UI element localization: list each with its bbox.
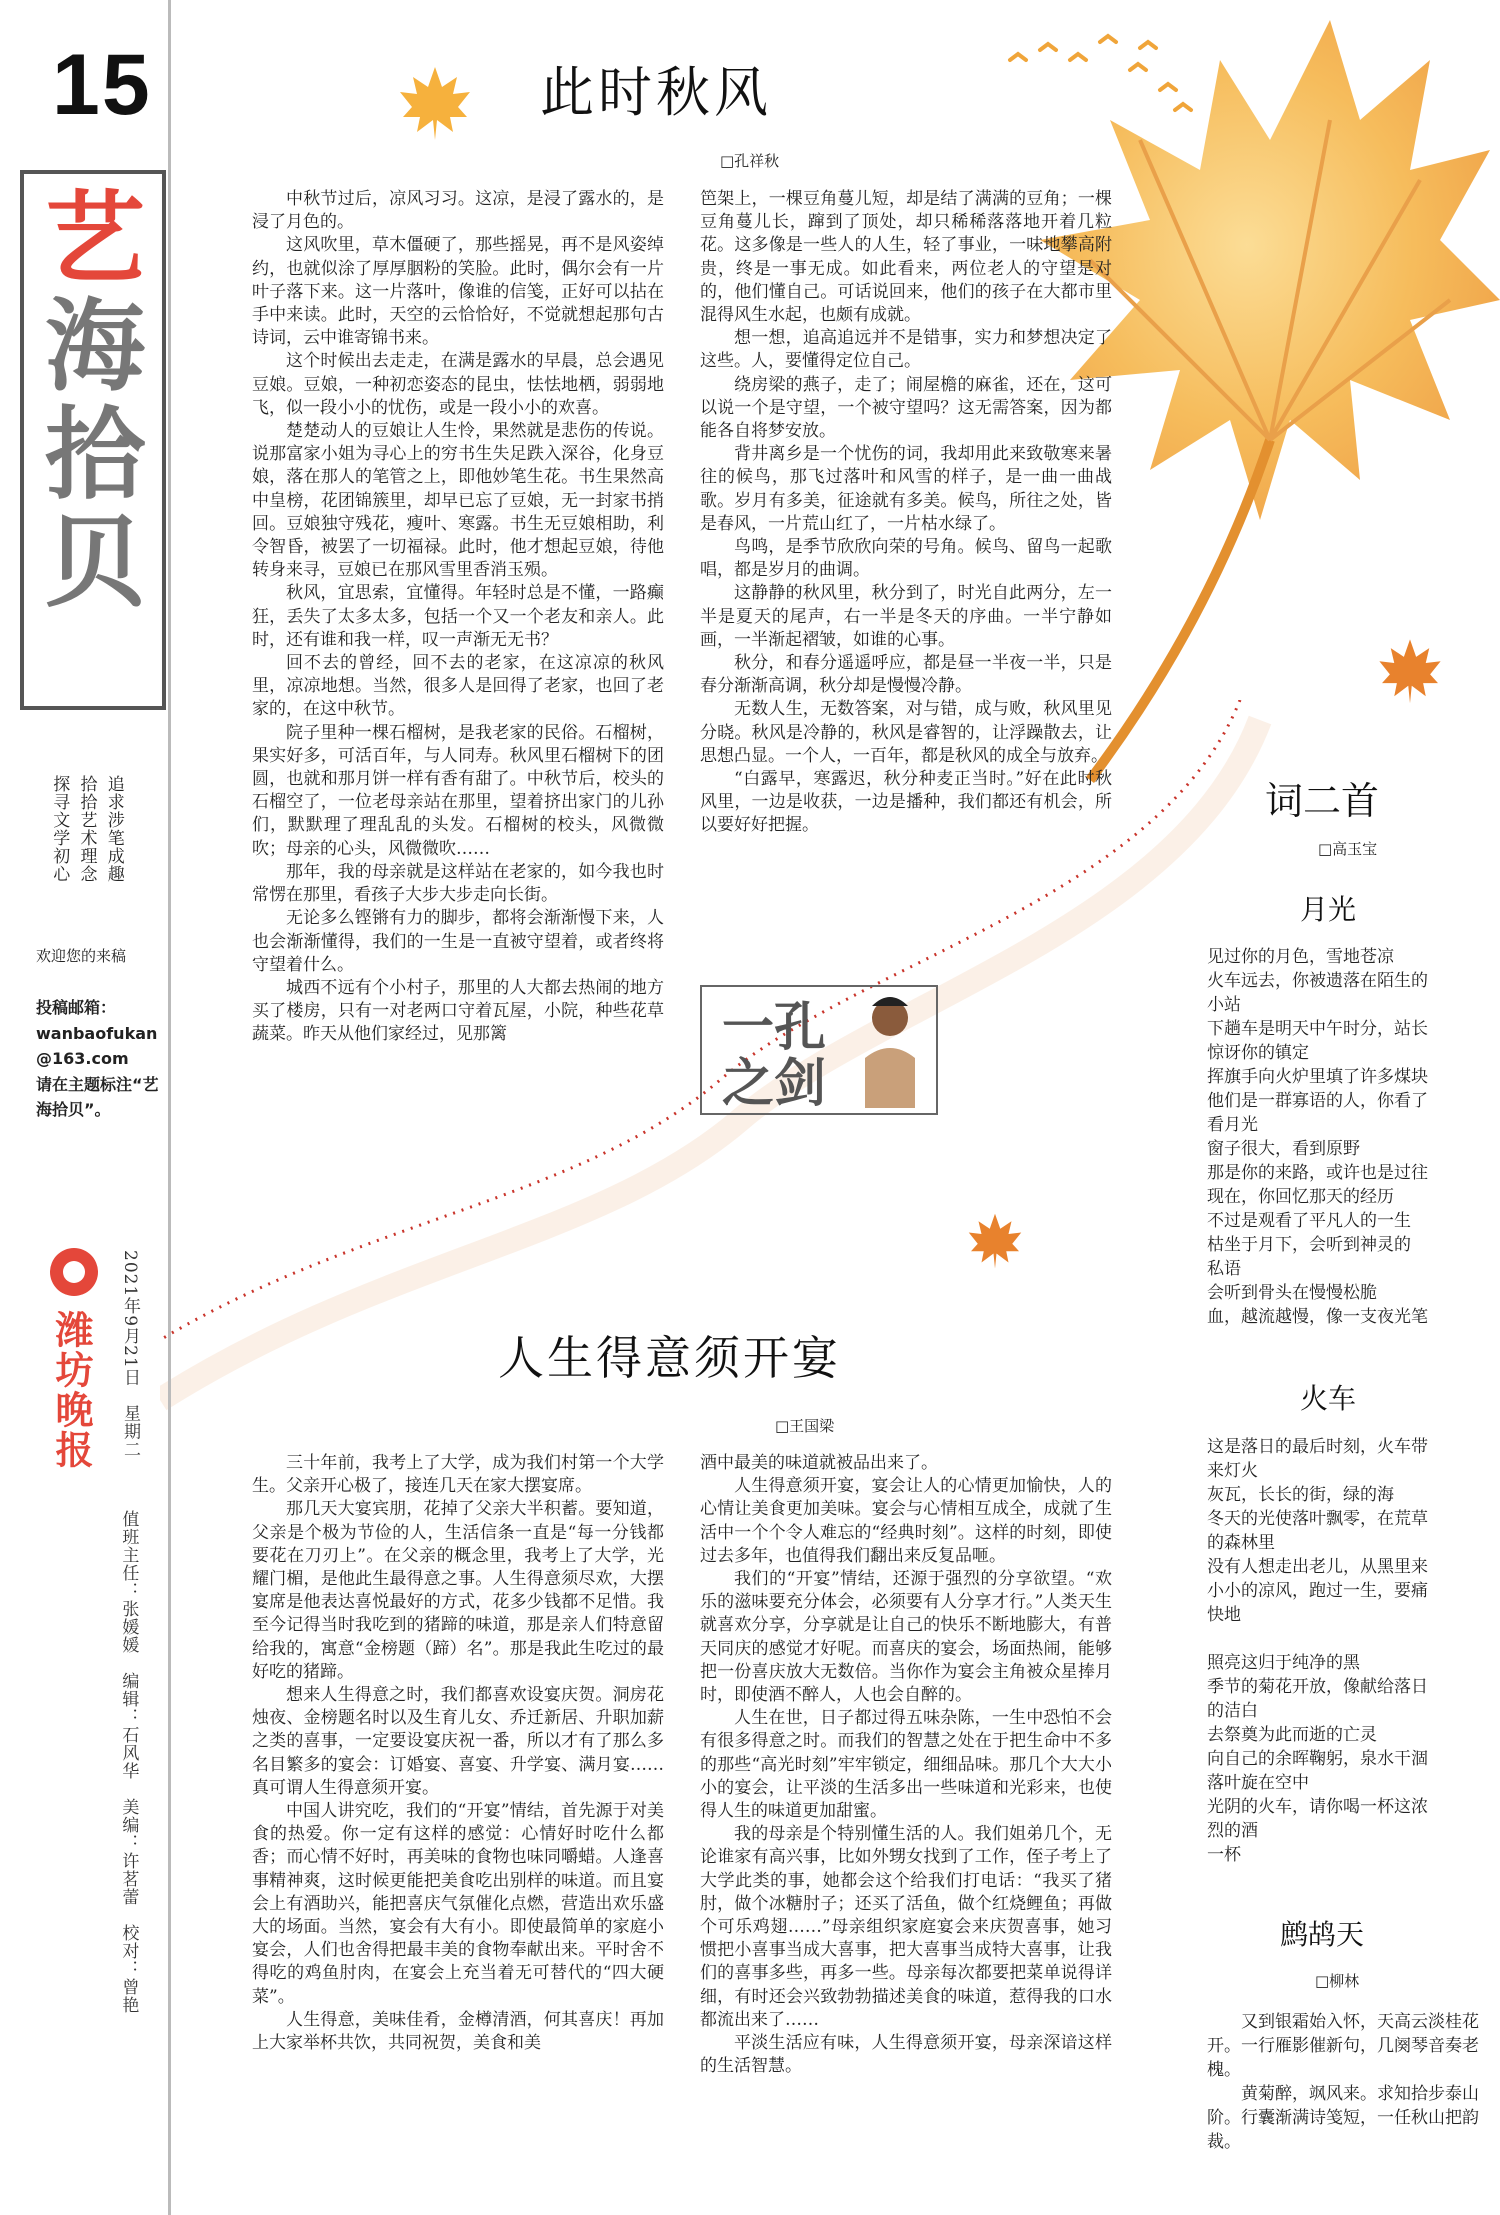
poem-line: 现在，你回忆那天的经历 [1207, 1187, 1394, 1207]
slogan-line: 追求涉笔成趣 [103, 775, 124, 883]
paragraph: 中国人讲究吃，我们的“开宴”情结，首先源于对美食的热爱。你一定有这样的感觉：心情好时吃什么都香；而心情不好时，再美味的食物也味同嚼蜡。人逢喜事精神爽，这时候更能把美食吃出别样的味道。而且宴会上有酒助兴，能把喜庆气氛催化点燃，营造出欢乐盛大的场面。当然，宴会有大有小。即使最简单的家庭小宴会，人们也舍得把最丰美的食物奉献出来。平时舍不得吃的鸡鱼肘肉，在宴会上充当着无可替代的“四大硬菜”。 [252, 1801, 664, 2007]
poem-line: 看月光 [1207, 1115, 1258, 1135]
ci-title: 鹧鸪天 [1280, 1918, 1365, 1951]
paragraph: 秋风，宜思索，宜懂得。年轻时总是不懂，一路癫狂，丢失了太多太多，包括一个又一个老友和亲人。此时，还有谁和我一样，叹一声渐无无书？ [252, 583, 664, 650]
poem-line: 惊讶你的镇定 [1207, 1043, 1309, 1063]
poem-line: 没有人想走出老儿，从黑里来 [1207, 1557, 1428, 1577]
ci-stanza: 又到银霜始入怀，天高云淡桂花开。一行雁影催新句，几阕琴音奏老槐。 [1207, 2012, 1479, 2080]
paragraph: 鸟鸣，是季节欣欣向荣的号角。候鸟、留鸟一起歌唱，都是岁月的曲调。 [700, 537, 1112, 581]
poem-train-title: 火车 [1300, 1382, 1357, 1415]
poem-line: 枯坐于月下，会听到神灵的 [1207, 1235, 1411, 1255]
poem-line: 小站 [1207, 995, 1241, 1015]
paragraph: 中秋节过后，凉风习习。这凉，是浸了露水的，是浸了月色的。 [252, 189, 664, 233]
article-2-column-1 [252, 1452, 664, 2055]
flying-birds-icon [1000, 30, 1200, 120]
section-char-1: 艺 [45, 179, 145, 297]
paragraph: 酒中最美的味道就被品出来了。 [700, 1453, 938, 1473]
poem-moon-title: 月光 [1300, 893, 1357, 926]
paragraph: 这个时候出去走走，在满是露水的早晨，总会遇见豆娘。豆娘，一种初恋姿态的昆虫，怯怯地栖，弱弱地飞，似一段小小的忧伤，或是一段小小的欢喜。 [252, 351, 664, 418]
paragraph: 那几天大宴宾朋，花掉了父亲大半积蓄。要知道，父亲是个极为节俭的人，生活信条一直是“每一分钱都要花在刀刃上”。在父亲的概念里，我考上了大学，光耀门楣，是他此生最得意之事。人生得意须尽欢，大摆宴席是他表达喜悦最好的方式，花多少钱都不足惜。我至今记得当时我吃到的猪蹄的味道，那是亲人们特意留给我的，寓意“金榜题（蹄）名”。那是我此生吃过的最好吃的猪蹄。 [252, 1499, 664, 1682]
poems-byline: □高玉宝 [1318, 840, 1378, 858]
article-1-title: 此时秋风 [540, 61, 772, 124]
article-1-byline: □孔祥秋 [720, 152, 780, 170]
paragraph: 城西不远有个小村子，那里的人大都去热闹的地方买了楼房，只有一对老两口守着瓦屋，小院，种些花草蔬菜。昨天从他们家经过，见那篱 [252, 977, 664, 1045]
article-2-byline: □王国梁 [775, 1417, 835, 1435]
paragraph: “白露早，寒露迟，秋分种麦正当时。”好在此时秋风里，一边是收获，一边是播种，我们都还有机会，所以要好好把握。 [700, 769, 1112, 836]
paragraph: 人生在世，日子都过得五味杂陈，一生中恐怕不会有很多得意之时。而我们的智慧之处在于把生命中不多的那些“高光时刻”牢牢锁定，细细品味。那几个大大小小的宴会，让平淡的生活多出一些味道和光彩来，也使得人生的味道更加甜蜜。 [700, 1708, 1112, 1822]
poem-line: 血，越流越慢，像一支夜光笔 [1207, 1307, 1428, 1327]
paragraph: 绕房梁的燕子，走了；闹屋檐的麻雀，还在，这可以说一个是守望，一个被守望吗？这无需答案，因为都能各自将梦安放。 [700, 374, 1112, 442]
poem-line: 挥旗手向火炉里填了许多煤块 [1207, 1067, 1428, 1087]
section-char-2: 海 [45, 287, 145, 405]
paragraph: 回不去的曾经，回不去的老家，在这凉凉的秋风里，凉凉地想。当然，很多人是回得了老家，也回了老家的，在这中秋节。 [252, 653, 664, 720]
paragraph: 人生得意须开宴，宴会让人的心情更加愉快，人的心情让美食更加美味。宴会与心情相互成全，成就了生活中一个个令人难忘的“经典时刻”。这样的时刻，即使过去多年，也值得我们翻出来反复品咂。 [700, 1476, 1112, 1566]
poem-line: 下趟车是明天中午时分，站长 [1207, 1019, 1428, 1039]
contrib-note: 请在主题标注“艺海拾贝”。 [36, 1074, 159, 1120]
paragraph: 秋分，和春分遥遥呼应，都是昼一半夜一半，只是春分渐渐高调，秋分却是慢慢冷静。 [700, 653, 1112, 697]
newspaper-name: 潍坊晚报 [49, 1310, 94, 1470]
poem-line: 冬天的光使落叶飘零，在荒草 [1207, 1509, 1428, 1529]
article-2-column-2 [700, 1452, 1112, 2078]
poem-line: 季节的菊花开放，像献给落日 [1207, 1677, 1428, 1697]
maple-leaf-small-icon-2 [1375, 635, 1445, 705]
poems-section-title: 词二首 [1265, 779, 1380, 823]
poem-line: 灰瓦，长长的街，绿的海 [1207, 1485, 1394, 1505]
poem-line: 快地 [1207, 1605, 1241, 1625]
poem-line: 见过你的月色，雪地苍凉 [1207, 947, 1394, 967]
poem-line: 去祭奠为此而逝的亡灵 [1207, 1725, 1377, 1745]
paragraph: 这风吹里，草木僵硬了，那些摇晃，再不是风姿绰约，也就似涂了厚厚胭粉的笑脸。此时，偶尔会有一片叶子落下来。这一片落叶，像谁的信笺，正好可以拈在手中来读。此时，天空的云恰恰好，不觉就想起那句古诗词，云中谁寄锦书来。 [252, 235, 664, 349]
poem-line: 的洁白 [1207, 1701, 1258, 1721]
paragraph: 无数人生，无数答案，对与错，成与败，秋风里见分晓。秋风是冷静的，秋风是睿智的，让浮躁散去，让思想凸显。一个人，一百年，都是秋风的成全与放弃。 [700, 699, 1112, 766]
author-portrait [850, 988, 930, 1108]
paragraph: 人生得意，美味佳肴，金樽清酒，何其喜庆！再加上大家举杯共饮，共同祝贺，美食和美 [252, 2009, 664, 2054]
poem-line: 烈的酒 [1207, 1821, 1258, 1841]
poem-line: 不过是观看了平凡人的一生 [1207, 1211, 1411, 1231]
paragraph: 背井离乡是一个忧伤的词，我却用此来致敬寒来暑往的候鸟，那飞过落叶和风雪的样子，是一曲一曲战歌。岁月有多美，征途就有多美。候鸟，所往之处，皆是春风，一片荒山红了，一片枯水绿了。 [700, 444, 1112, 534]
poem-line: 会听到骨头在慢慢松脆 [1207, 1283, 1377, 1303]
poem-line: 这是落日的最后时刻，火车带 [1207, 1437, 1428, 1457]
poem-train-body [1207, 1435, 1497, 1867]
article-2-title: 人生得意须开宴 [498, 1331, 841, 1385]
paragraph: 院子里种一棵石榴树，是我老家的民俗。石榴树，果实好多，可活百年，与人同寿。秋风里石榴树下的团圆，也就和那月饼一样有香有甜了。中秋节后，校头的石榴空了，一位老母亲站在那里，望着挤出家门的儿孙们，默默理了理乱乱的头发。石榴树的校头，风微微吹；母亲的心头，风微微吹…… [252, 722, 664, 859]
paragraph: 这静静的秋风里，秋分到了，时光自此两分，左一半是夏天的尾声，右一半是冬天的序曲。一半宁静如画，一半渐起褶皱，如谁的心事。 [700, 583, 1112, 650]
poem-line: 的森林里 [1207, 1533, 1275, 1553]
ci-stanza: 黄菊醉，飒风来。求知拾步泰山阶。行囊渐满诗笺短，一任秋山把韵裁。 [1207, 2084, 1479, 2152]
ci-byline: □柳林 [1315, 1972, 1360, 1990]
slogan-line: 拾拾艺术理念 [76, 775, 97, 883]
poem-line: 火车远去，你被遗落在陌生的 [1207, 971, 1428, 991]
poem-line: 一杯 [1207, 1845, 1241, 1865]
newspaper-logo-icon [50, 1248, 98, 1296]
column-divider [168, 0, 171, 2215]
paragraph: 平淡生活应有味，人生得意须开宴，母亲深谙这样的生活智慧。 [700, 2033, 1112, 2077]
contrib-email-link[interactable]: wanbaofukan@163.com [36, 1023, 158, 1069]
article-1-column-2 [700, 188, 1112, 838]
poem-line: 向自己的余晖鞠躬，泉水干涸 [1207, 1749, 1428, 1769]
paragraph: 想来人生得意之时，我们都喜欢设宴庆贺。洞房花烛夜、金榜题名时以及生育儿女、乔迁新居、升职加薪之类的喜事，一定要设宴庆祝一番，所以才有了那么多名目繁多的宴会：订婚宴、喜宴、升学宴、满月宴……真可谓人生得意须开宴。 [252, 1685, 664, 1798]
poem-line: 那是你的来路，或许也是过往 [1207, 1163, 1428, 1183]
paragraph: 我的母亲是个特别懂生活的人。我们姐弟几个，无论谁家有高兴事，比如外甥女找到了工作，侄子考上了大学此类的事，她都会这个给我们打电话：“我买了猪肘，做个冰糖肘子；还买了活鱼，做个红烧鲤鱼；再做个可乐鸡翅……”母亲组织家庭宴会来庆贺喜事，她习惯把小喜事当成大喜事，把大喜事当成特大喜事，让我们的喜事多些，再多一些。母亲每次都要把菜单说得详细，有时还会兴致勃勃描述美食的味道，惹得我的口水都流出来了…… [700, 1824, 1112, 2030]
paragraph: 无论多么铿锵有力的脚步，都将会渐渐慢下来，人也会渐渐懂得，我们的一生是一直被守望着，或者终将守望着什么。 [252, 908, 664, 975]
page-number: 15 [52, 37, 152, 133]
paragraph: 笆架上，一棵豆角蔓儿短，却是结了满满的豆角；一棵豆角蔓儿长，蹿到了顶处，却只稀稀落落地开着几粒花。这多像是一些人的人生，轻了事业，一味地攀高附贵，终是一事无成。如此看来，两位老人的守望是对的，他们懂自己。可话说回来，他们的孩子在大都市里混得风生水起，也颇有成就。 [700, 189, 1112, 326]
poem-line: 私语 [1207, 1259, 1241, 1279]
paragraph: 想一想，追高追远并不是错事，实力和梦想决定了这些。人，要懂得定位自己。 [700, 328, 1112, 372]
section-char-3: 拾 [45, 395, 145, 513]
author-column-label: 一孔之剑 [722, 997, 827, 1114]
poem-line: 落叶旋在空中 [1207, 1773, 1309, 1793]
paragraph: 我们的“开宴”情结，还源于强烈的分享欲望。“欢乐的滋味要充分体会，必须要有人分享才行。”人类天生就喜欢分享，分享就是让自己的快乐不断地膨大，有普天同庆的感觉才好呢。而喜庆的宴会，场面热闹，能够把一份喜庆放大无数倍。当你作为宴会主角被众星捧月时，即使酒不醉人，人也会自醉的。 [700, 1569, 1112, 1706]
paragraph: 三十年前，我考上了大学，成为我们村第一个大学生。父亲开心极了，接连几天在家大摆宴席。 [252, 1453, 664, 1497]
maple-leaf-small-icon [395, 62, 475, 142]
poem-line: 照亮这归于纯净的黑 [1207, 1653, 1360, 1673]
poem-line: 他们是一群寡语的人，你看了 [1207, 1091, 1428, 1111]
poem-line: 来灯火 [1207, 1461, 1258, 1481]
ci-body [1207, 2010, 1497, 2154]
article-1-column-1 [252, 188, 664, 1047]
section-masthead [20, 170, 166, 710]
welcome-text: 欢迎您的来稿 [36, 947, 127, 965]
section-char-4: 贝 [45, 503, 145, 621]
poem-moon-body [1207, 945, 1497, 1329]
poem-line: 小小的凉风，跑过一生，要痛 [1207, 1581, 1428, 1601]
paragraph: 楚楚动人的豆娘让人生怜，果然就是悲伤的传说。说那富家小姐为寻心上的穷书生失足跌入深谷，化身豆娘，落在那人的笔管之上，即他妙笔生花。书生果然高中皇榜，花团锦簇里，却早已忘了豆娘，无一封家书捎回。豆娘独守残花，瘦叶、寒露。书生无豆娘相助，利令智昏，被罢了一切福禄。此时，他才想起豆娘，待他转身来寻，豆娘已在那风雪里香消玉殒。 [252, 421, 664, 581]
poem-line: 光阴的火车，请你喝一杯这浓 [1207, 1797, 1428, 1817]
poem-line: 窗子很大，看到原野 [1207, 1139, 1360, 1159]
section-slogan [48, 775, 124, 883]
contribution-info [36, 995, 164, 1123]
issue-date: 2021年9月21日 星期二 [120, 1250, 140, 1459]
contrib-label: 投稿邮箱： [36, 998, 117, 1017]
poem-line [1207, 1627, 1497, 1651]
paragraph: 那年，我的母亲就是这样站在老家的，如今我也时常愣在那里，看孩子大步大步走向长街。 [252, 861, 664, 906]
staff-credits: 值班主任：张媛媛 编辑：石风华 美编：许茗蕾 校对：曾艳 [118, 1510, 139, 2014]
slogan-line: 探寻文学初心 [49, 775, 70, 883]
